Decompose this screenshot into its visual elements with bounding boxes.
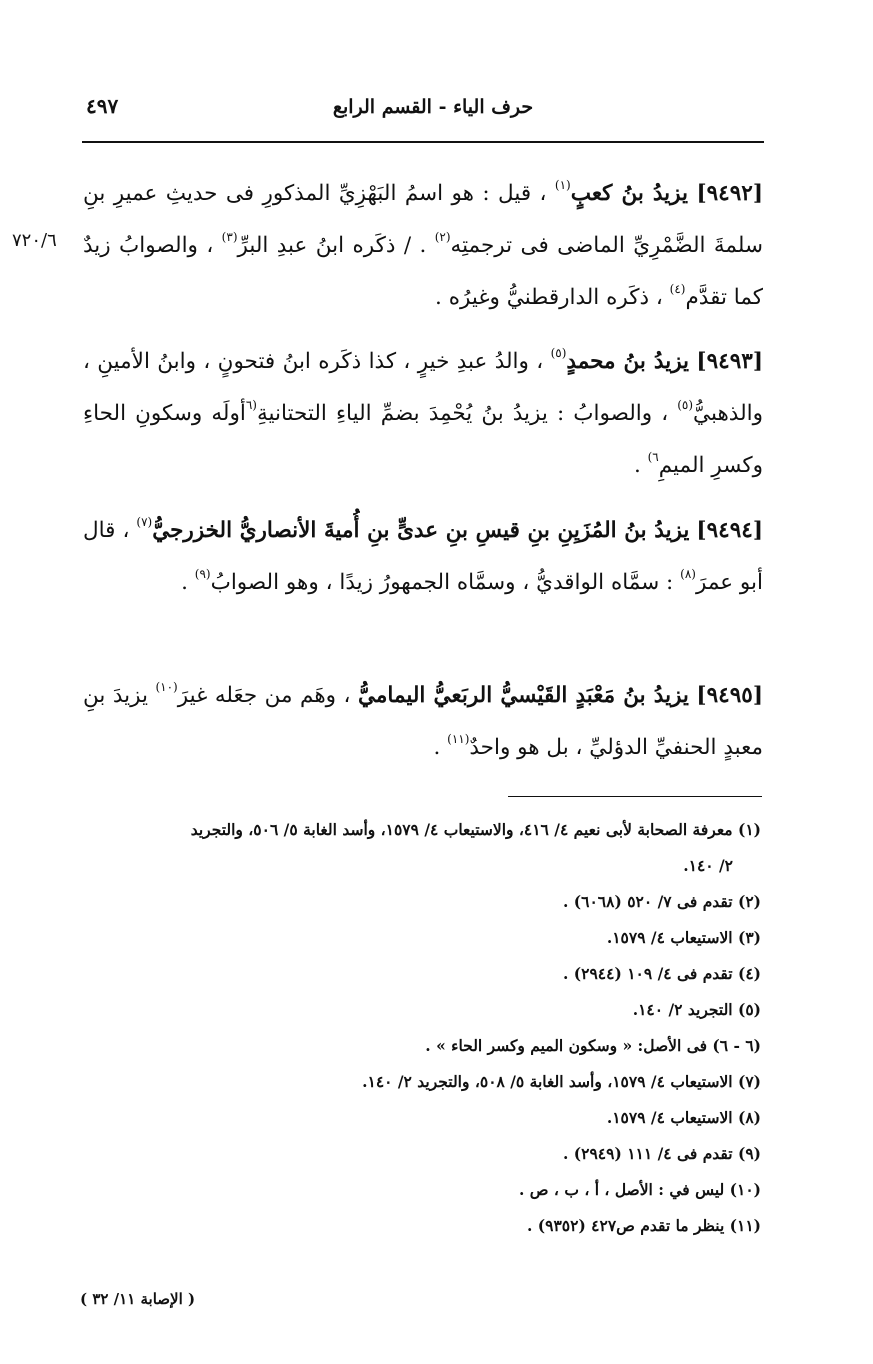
signature-mark: ( الإصابة ١١/ ٣٢ ) [80, 1290, 196, 1308]
footnote-6: (٦ - ٦) فى الأصل: « وسكون الميم وكسر الحاء » . [425, 1036, 761, 1055]
entry-text: ، قيل : هو اسمُ البَهْزِيِّ المذكورِ فى حديثِ عميرِ بنِ سلمةَ الضَّمْرِيِّ الماضى فى ترجمتِه [83, 181, 763, 258]
entry-number: [٩٤٩٣] [696, 349, 763, 374]
footnote-ref[interactable]: (٨) [680, 567, 696, 581]
header-divider [82, 141, 764, 143]
page-number: ٤٩٧ [86, 94, 119, 118]
footnotes [81, 812, 761, 1244]
footnote-ref[interactable]: (١١) [447, 732, 470, 746]
footnote-ref[interactable]: (٥) [550, 346, 567, 360]
entry-number: [٩٤٩٤] [696, 518, 763, 543]
footnote-ref[interactable]: (٥) [677, 398, 694, 412]
footnote-3: (٣) الاستيعاب ٤/ ١٥٧٩. [606, 928, 761, 947]
margin-reference: ٧٢٠/٦ [12, 230, 57, 251]
footnote-1-continued: ٢/ ١٤٠. [683, 856, 733, 875]
entry-9492 [83, 168, 763, 324]
entry-9494 [83, 505, 763, 609]
entry-text: ، قال أبو عمرَ [83, 518, 763, 595]
footnote-ref[interactable]: (٩) [194, 567, 211, 581]
entry-number: [٩٤٩٥] [696, 683, 763, 708]
footnote-2: (٢) تقدم فى ٧/ ٥٢٠ (٦٠٦٨) . [563, 892, 761, 911]
entry-text: : سمَّاه الواقديُّ ، وسمَّاه الجمهورُ زيدًا ، وهو الصوابُ [210, 570, 681, 595]
entry-text: . [433, 735, 448, 760]
entry-text: ، ذكَره الدارقطنيُّ وغيرُه . [435, 285, 670, 310]
entry-text: . / ذكَره ابنُ عبدِ البرِّ [237, 233, 435, 258]
entry-9493 [83, 336, 763, 492]
footnote-1: (١) معرفة الصحابة لأبى نعيم ٤/ ٤١٦، والاستيعاب ٤/ ١٥٧٩، وأسد الغابة ٥/ ٥٠٦، والتجريد [190, 820, 761, 839]
footnote-ref[interactable]: (٧) [136, 515, 153, 529]
entry-name: يزيدُ بنُ مَعْبَدٍ القَيْسيُّ الربَعيُّ اليماميُّ [357, 683, 689, 708]
footnote-5: (٥) التجريد ٢/ ١٤٠. [632, 1000, 761, 1019]
footnote-7: (٧) الاستيعاب ٤/ ١٥٧٩، وأسد الغابة ٥/ ٥٠٨، والتجريد ٢/ ١٤٠. [362, 1072, 761, 1091]
entry-name: يزيدُ بنُ محمدٍ [566, 349, 690, 374]
entry-text: ، والصوابُ زيدٌ كما تقدَّم [83, 233, 763, 310]
entry-text: . [181, 570, 195, 595]
footnote-9: (٩) تقدم فى ٤/ ١١١ (٢٩٤٩) . [563, 1144, 761, 1163]
entry-text: ، والصوابُ : يزيدُ بنُ يُحْمِدَ بضمِّ الياءِ التحتانيةِ [256, 401, 678, 426]
footnote-divider [508, 796, 762, 797]
footnote-ref[interactable]: (٤) [669, 282, 686, 296]
entry-text: يزيدَ بنِ معبدٍ الحنفيِّ الدؤليِّ ، بل هو واحدٌ [83, 683, 763, 760]
entry-name: يزيدُ بنُ المُزَيِنِ بنِ قيسِ بنِ عدىٍّ بنِ أُميةَ الأنصاريُّ الخزرجيُّ [152, 518, 690, 543]
running-header-title: حرف الياء - القسم الرابع [332, 96, 534, 118]
entry-text: ، والدُ عبدِ خيرٍ ، كذا ذكَره ابنُ فتحونٍ ، وابنُ الأمينِ ، والذهبيُّ [83, 349, 763, 426]
footnote-ref[interactable]: (٦ [245, 398, 257, 412]
footnote-ref[interactable]: (١٠) [155, 680, 178, 694]
entry-text: أولَه وسكونِ الحاءِ وكسرِ الميمِ [83, 401, 763, 478]
footnote-ref[interactable]: (٣) [221, 230, 238, 244]
footnote-8: (٨) الاستيعاب ٤/ ١٥٧٩. [606, 1108, 761, 1127]
entry-text: . [633, 453, 648, 478]
footnote-11: (١١) ينظر ما تقدم ص٤٢٧ (٩٣٥٢) . [526, 1216, 761, 1235]
footnote-ref[interactable]: (١) [554, 178, 571, 192]
entry-number: [٩٤٩٢] [696, 181, 764, 206]
footnote-ref[interactable]: (٢) [434, 230, 451, 244]
footnote-4: (٤) تقدم فى ٤/ ١٠٩ (٢٩٤٤) . [563, 964, 761, 983]
footnote-10: (١٠) ليس في : الأصل ، أ ، ب ، ص . [519, 1180, 761, 1199]
entry-text: ، وهَم من جعَله غيرَ [177, 683, 358, 708]
entry-9495 [83, 670, 763, 774]
footnote-ref[interactable]: ٦) [647, 450, 659, 464]
entry-name: يزيدُ بنُ كعبٍ [570, 181, 689, 206]
